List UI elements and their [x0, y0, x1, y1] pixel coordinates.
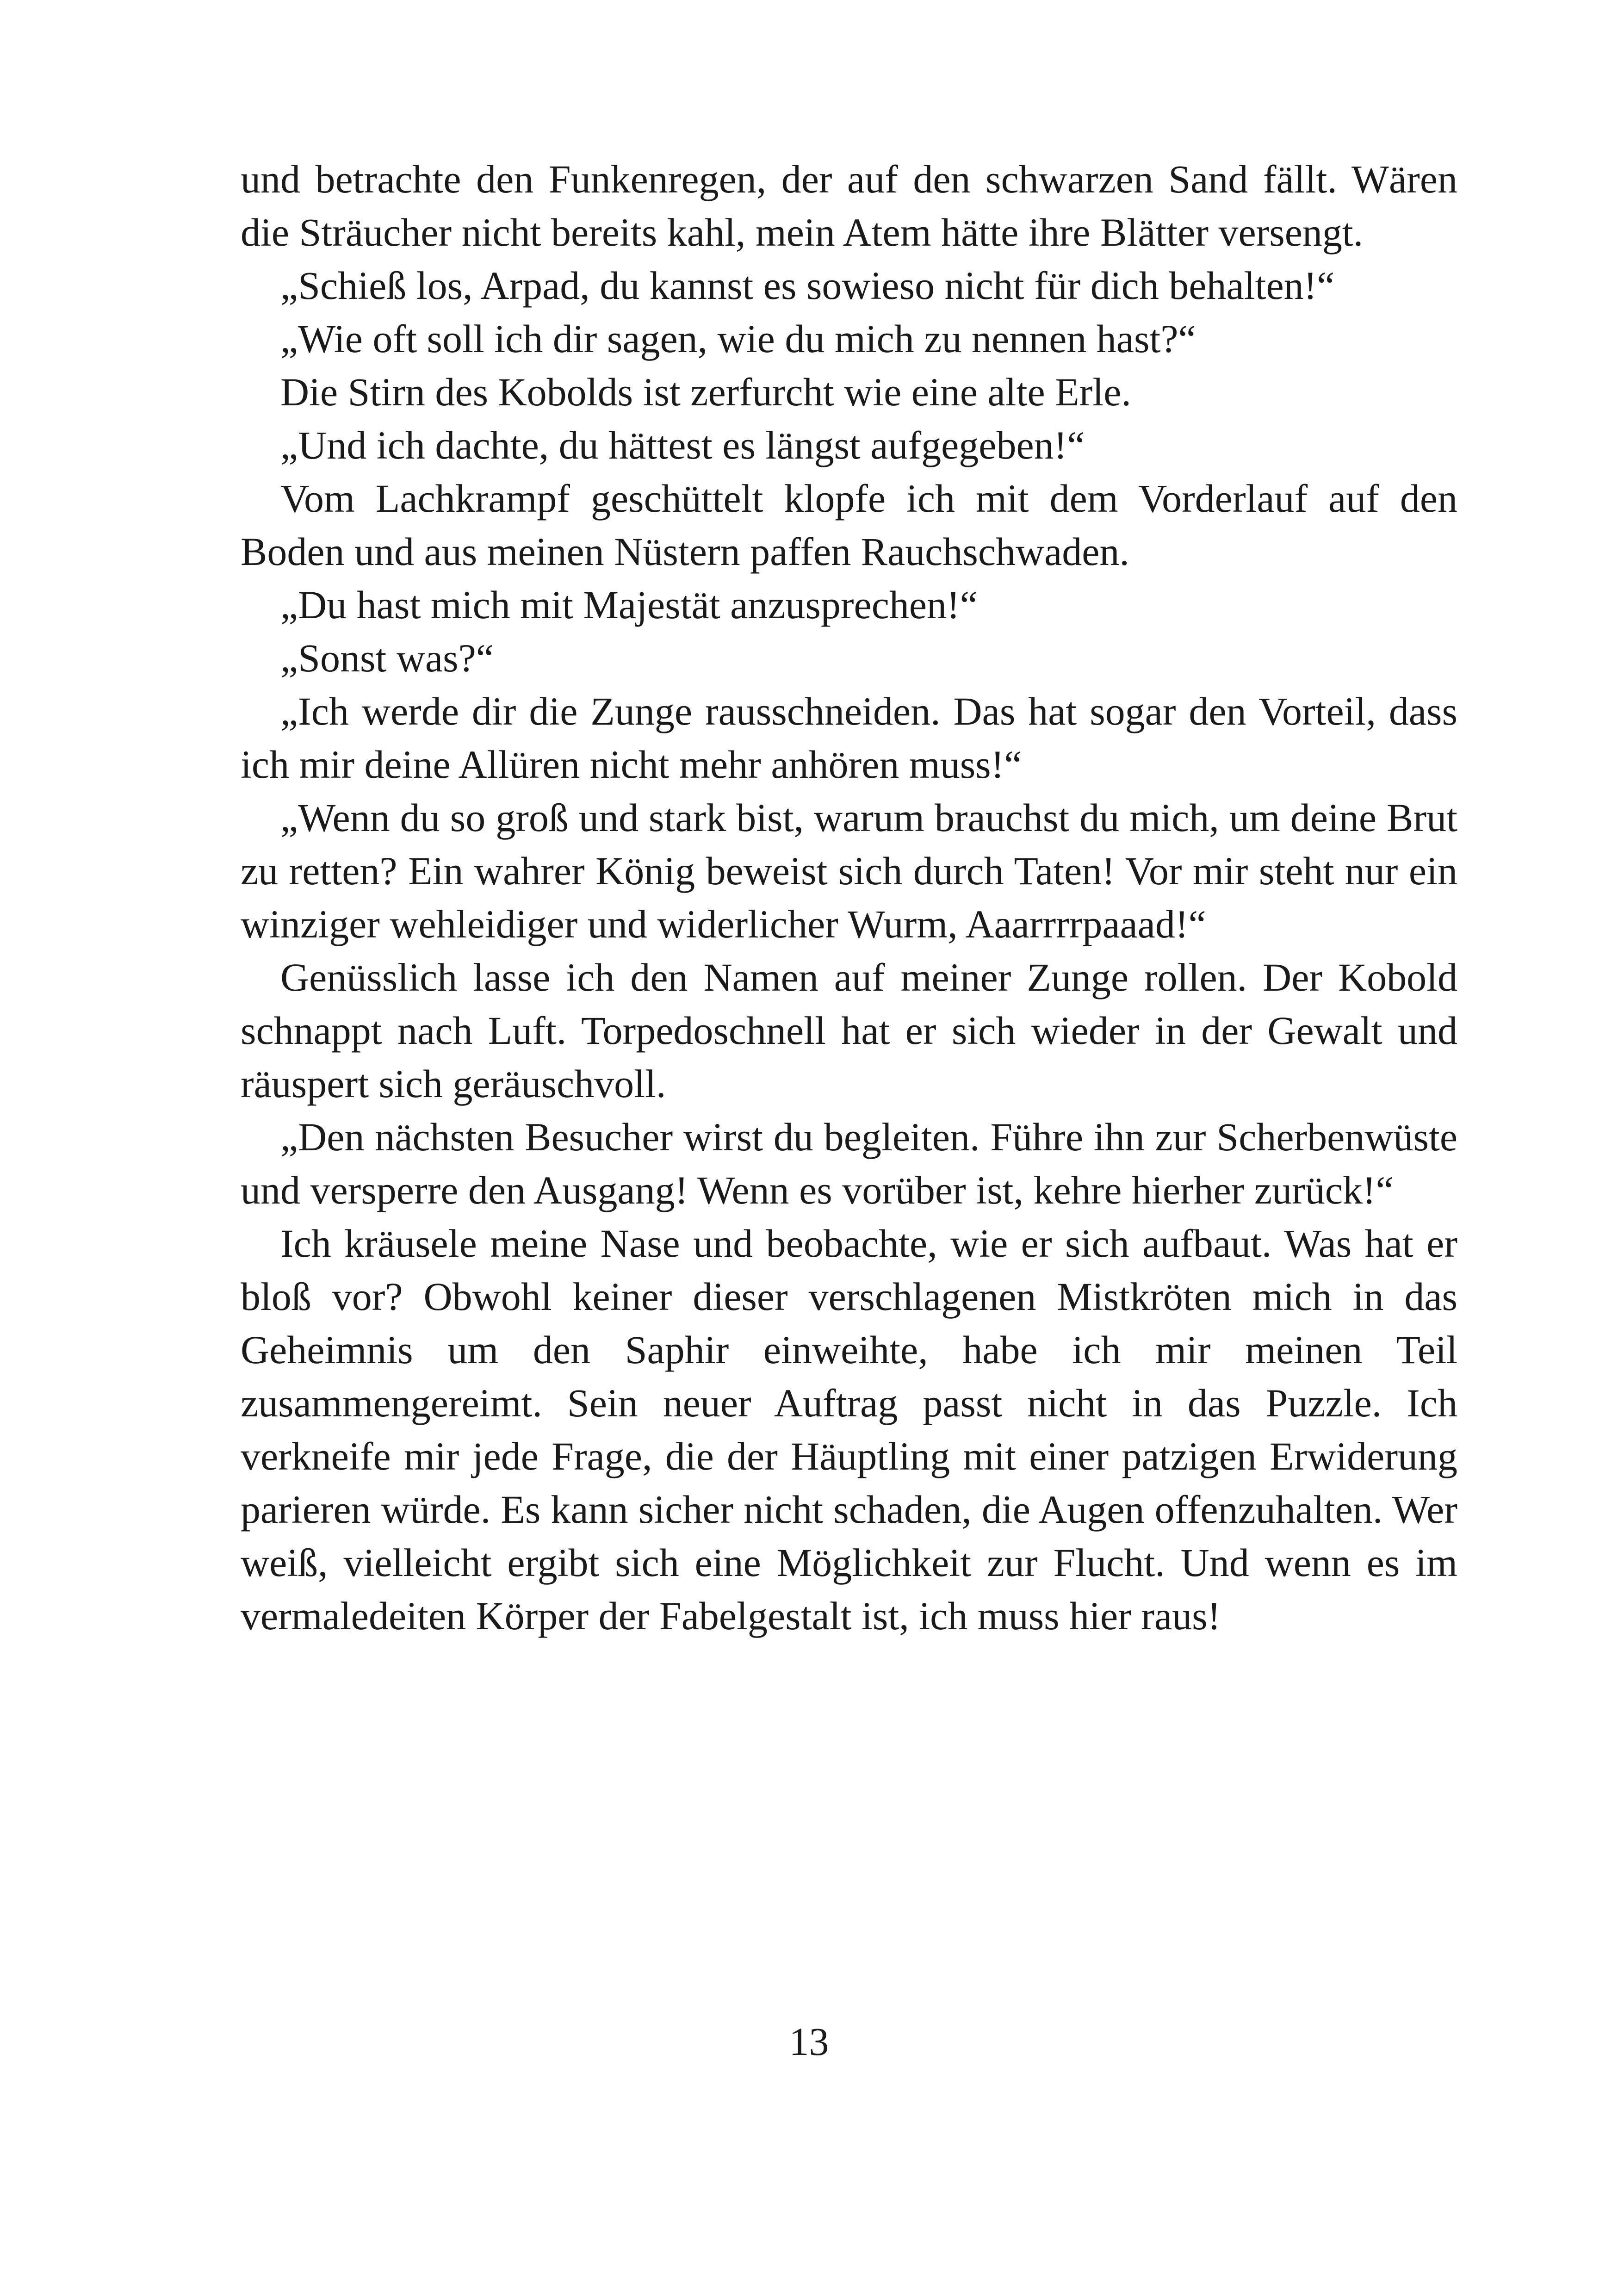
- paragraph: „Schieß los, Arpad, du kannst es sowieso nicht für dich behalten!“: [280, 263, 1335, 308]
- paragraph: „Du hast mich mit Majestät anzusprechen!“: [280, 583, 978, 627]
- paragraph: Ich kräusele meine Nase und beobachte, wie er sich aufbaut. Was hat er bloß vor? Obwohl keiner dieser verschlagenen Mistkröten mich in das Geheimnis um den Saphir einweihte, habe ich mir meinen Teil zusammengereimt. Sein neuer Auftrag passt nicht in das Puzzle. Ich verkneife mir jede Frage, die der Häuptling mit einer patzigen Erwiderung parieren würde. Es kann sicher nicht schaden, die Augen offenzuhalten. Wer weiß, vielleicht ergibt sich eine Möglichkeit zur Flucht. Und wenn es im vermaledeiten Körper der Fabelgestalt ist, ich muss hier raus!: [241, 1221, 1457, 1638]
- body-text: [241, 153, 1457, 1643]
- paragraph: „Und ich dachte, du hättest es längst aufgegeben!“: [280, 423, 1085, 467]
- paragraph: „Wenn du so groß und stark bist, warum brauchst du mich, um deine Brut zu retten? Ein wahrer König beweist sich durch Taten! Vor mir steht nur ein winziger wehleidiger und widerlicher Wurm, Aaarrrrpaaad!“: [241, 795, 1457, 946]
- paragraph: und betrachte den Funkenregen, der auf den schwarzen Sand fällt. Wären die Sträucher nicht bereits kahl, mein Atem hätte ihre Blätter versengt.: [241, 157, 1457, 254]
- paragraph: „Sonst was?“: [280, 636, 494, 680]
- paragraph: „Den nächsten Besucher wirst du begleiten. Führe ihn zur Scherbenwüste und versperre den Ausgang! Wenn es vorüber ist, kehre hierher zurück!“: [241, 1115, 1457, 1212]
- paragraph: Vom Lachkrampf geschüttelt klopfe ich mit dem Vorderlauf auf den Boden und aus meinen Nüstern paffen Rauchschwaden.: [241, 476, 1457, 574]
- paragraph: Genüsslich lasse ich den Namen auf meiner Zunge rollen. Der Kobold schnappt nach Luft. Torpedoschnell hat er sich wieder in der Gewalt und räuspert sich geräuschvoll.: [241, 955, 1457, 1106]
- paragraph: „Ich werde dir die Zunge rausschneiden. Das hat sogar den Vorteil, dass ich mir deine Allüren nicht mehr anhören muss!“: [241, 689, 1457, 787]
- page-number: 13: [789, 2019, 829, 2064]
- paragraph: „Wie oft soll ich dir sagen, wie du mich zu nennen hast?“: [280, 316, 1196, 361]
- paragraph: Die Stirn des Kobolds ist zerfurcht wie eine alte Erle.: [280, 370, 1131, 414]
